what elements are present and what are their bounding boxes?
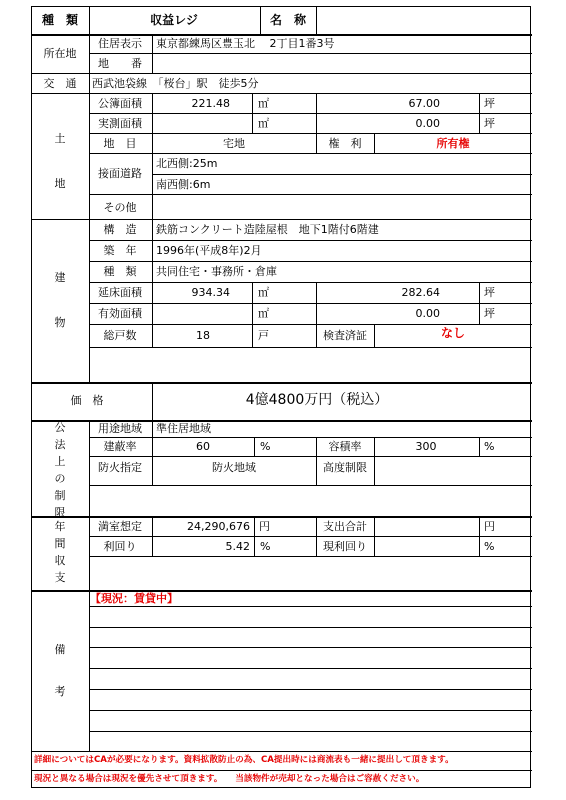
rule: [260, 7, 261, 34]
net-yield-label: 現利回り: [323, 540, 367, 553]
height-label: 高度制限: [323, 461, 367, 474]
land-category-label: 地 目: [103, 137, 137, 150]
inspection-label: 検査済証: [323, 329, 367, 342]
footer-note-1: 詳細についてはCAが必要になります。資料拡散防止の為、CA提出時には商流表も一緒に提出して頂きます。: [34, 755, 454, 765]
rule: [479, 516, 480, 556]
fire-value: 防火地域: [212, 461, 256, 474]
remarks-status: 【現況：賃貸中】: [90, 592, 178, 605]
income-label-char: 間: [54, 537, 66, 550]
tsubo-unit: 坪: [484, 97, 495, 110]
rule: [32, 93, 532, 94]
rule: [479, 282, 480, 324]
yen-unit: 円: [259, 520, 270, 533]
land-other-label: その他: [103, 201, 137, 214]
rule: [89, 113, 532, 114]
rule: [89, 516, 90, 590]
regulations-label-char: の: [54, 472, 66, 485]
rule: [89, 647, 532, 648]
rule: [89, 347, 532, 348]
rule: [89, 731, 532, 732]
rule: [32, 516, 532, 518]
rule: [316, 516, 317, 556]
rule: [152, 382, 153, 420]
zoning-value: 準住居地域: [156, 422, 211, 435]
road-2: 南西側:6m: [156, 178, 211, 191]
regulations-label-char: 公: [54, 421, 66, 434]
rule: [89, 324, 532, 325]
percent-unit: %: [484, 440, 495, 453]
rule: [316, 93, 317, 153]
percent-unit: %: [484, 540, 495, 553]
rule: [89, 282, 532, 283]
rule: [89, 710, 532, 711]
location-label: 所在地: [43, 47, 77, 60]
percent-unit: %: [260, 440, 271, 453]
registered-area-sqm: 221.48: [191, 97, 230, 110]
rule: [152, 93, 153, 219]
building-label-1: 建: [54, 271, 66, 284]
price-value: 4億4800万円（税込）: [245, 392, 389, 408]
transport-label: 交 通: [43, 77, 77, 90]
rule: [89, 303, 532, 304]
rule: [479, 437, 480, 456]
full-occupancy-value: 24,290,676: [187, 520, 250, 533]
rule: [89, 689, 532, 690]
footer-note-2: 現況と異なる場合は現況を優先させて頂きます。 当該物件が売却となった場合はご容赦ください。: [34, 774, 425, 784]
units-unit: 戸: [258, 329, 269, 342]
rule: [152, 420, 153, 485]
name-label: 名 称: [269, 13, 307, 27]
rule: [89, 536, 532, 537]
building-kind-value: 共同住宅・事務所・倉庫: [156, 265, 277, 278]
income-label-char: 支: [54, 571, 66, 584]
yield-label: 利回り: [103, 540, 137, 553]
far-label: 容積率: [328, 440, 362, 453]
measured-area-tsubo: 0.00: [415, 117, 440, 130]
built-label: 築 年: [103, 244, 137, 257]
fire-label: 防火指定: [98, 461, 142, 474]
regulations-label-char: 制: [54, 489, 66, 502]
rule: [89, 668, 532, 669]
land-label-2: 地: [54, 177, 66, 190]
address-value: 東京都練馬区豊玉北 2丁目1番3号: [156, 37, 335, 50]
rule: [316, 7, 317, 34]
rule: [374, 324, 375, 347]
rule: [32, 751, 532, 752]
rule: [252, 93, 253, 133]
rule: [89, 556, 532, 557]
rule: [316, 282, 317, 347]
rule: [374, 437, 375, 485]
income-label: [53, 518, 67, 586]
floor-area-sqm: 934.34: [191, 286, 230, 299]
rule: [89, 240, 532, 241]
yield-value: 5.42: [225, 540, 250, 553]
remarks-label-2: 考: [54, 685, 66, 698]
lot-label: 地 番: [98, 57, 142, 70]
coverage-label: 建蔽率: [103, 440, 137, 453]
building-kind-label: 種 類: [103, 265, 137, 278]
units-label: 総戸数: [103, 329, 137, 342]
price-label: 価 格: [70, 394, 104, 407]
rule: [32, 73, 532, 74]
property-sheet: [31, 6, 531, 788]
sqm-unit: ㎡: [258, 307, 269, 320]
floor-area-tsubo: 282.64: [401, 286, 440, 299]
building-label-2: 物: [54, 316, 66, 329]
structure-label: 構 造: [103, 223, 137, 236]
rule: [316, 437, 317, 485]
rule: [89, 590, 90, 751]
road-label: 接面道路: [98, 167, 142, 180]
coverage-value: 60: [196, 440, 210, 453]
rule: [89, 261, 532, 262]
rule: [32, 34, 532, 36]
effective-area-label: 有効面積: [98, 307, 142, 320]
tsubo-unit: 坪: [484, 286, 495, 299]
sqm-unit: ㎡: [258, 286, 269, 299]
rule: [89, 420, 90, 516]
remarks-label-1: 備: [54, 643, 66, 656]
rule: [89, 456, 532, 457]
full-occupancy-label: 満室想定: [98, 520, 142, 533]
expense-label: 支出合計: [323, 520, 367, 533]
structure-value: 鉄筋コンクリート造陸屋根 地下1階付6階建: [156, 223, 379, 236]
address-label: 住居表示: [98, 37, 142, 50]
regulations-label-char: 法: [54, 438, 66, 451]
percent-unit: %: [260, 540, 271, 553]
land-label-1: 土: [54, 132, 66, 145]
inspection-value: なし: [440, 326, 466, 340]
yen-unit: 円: [484, 520, 495, 533]
measured-area-label: 実測面積: [98, 117, 142, 130]
registered-area-tsubo: 67.00: [408, 97, 440, 110]
rule: [479, 93, 480, 133]
rule: [374, 516, 375, 556]
rule: [89, 53, 532, 54]
zoning-label: 用途地域: [98, 422, 142, 435]
rule: [152, 219, 153, 347]
type-label: 種 類: [41, 13, 79, 27]
regulations-label-char: 上: [54, 455, 66, 468]
rights-value: 所有権: [436, 137, 470, 150]
sqm-unit: ㎡: [258, 97, 269, 110]
rule: [152, 174, 532, 175]
built-value: 1996年(平成8年)2月: [156, 244, 262, 257]
regulations-label: [53, 419, 67, 521]
income-label-char: 収: [54, 554, 66, 567]
tsubo-unit: 坪: [484, 117, 495, 130]
rights-label: 権 利: [328, 137, 362, 150]
rule: [89, 606, 532, 607]
rule: [254, 516, 255, 556]
tsubo-unit: 坪: [484, 307, 495, 320]
rule: [89, 153, 532, 154]
sqm-unit: ㎡: [258, 117, 269, 130]
rule: [89, 627, 532, 628]
units-value: 18: [196, 329, 210, 342]
income-label-char: 年: [54, 520, 66, 533]
rule: [252, 282, 253, 347]
effective-area-tsubo: 0.00: [415, 307, 440, 320]
rule: [254, 437, 255, 456]
rule: [32, 382, 532, 384]
rule: [89, 194, 532, 195]
rule: [32, 219, 532, 220]
rule: [89, 485, 532, 486]
rule: [374, 133, 375, 153]
registered-area-label: 公簿面積: [98, 97, 142, 110]
type-value: 収益レジ: [150, 13, 198, 27]
far-value: 300: [415, 440, 437, 453]
rule: [89, 133, 532, 134]
transport-value: 西武池袋線 「桜台」駅 徒歩5分: [92, 77, 259, 90]
regulations-label-char: 限: [54, 506, 66, 519]
road-1: 北西側:25m: [156, 157, 218, 170]
floor-area-label: 延床面積: [98, 286, 142, 299]
rule: [32, 770, 532, 771]
rule: [89, 437, 532, 438]
land-category-value: 宅地: [223, 137, 245, 150]
